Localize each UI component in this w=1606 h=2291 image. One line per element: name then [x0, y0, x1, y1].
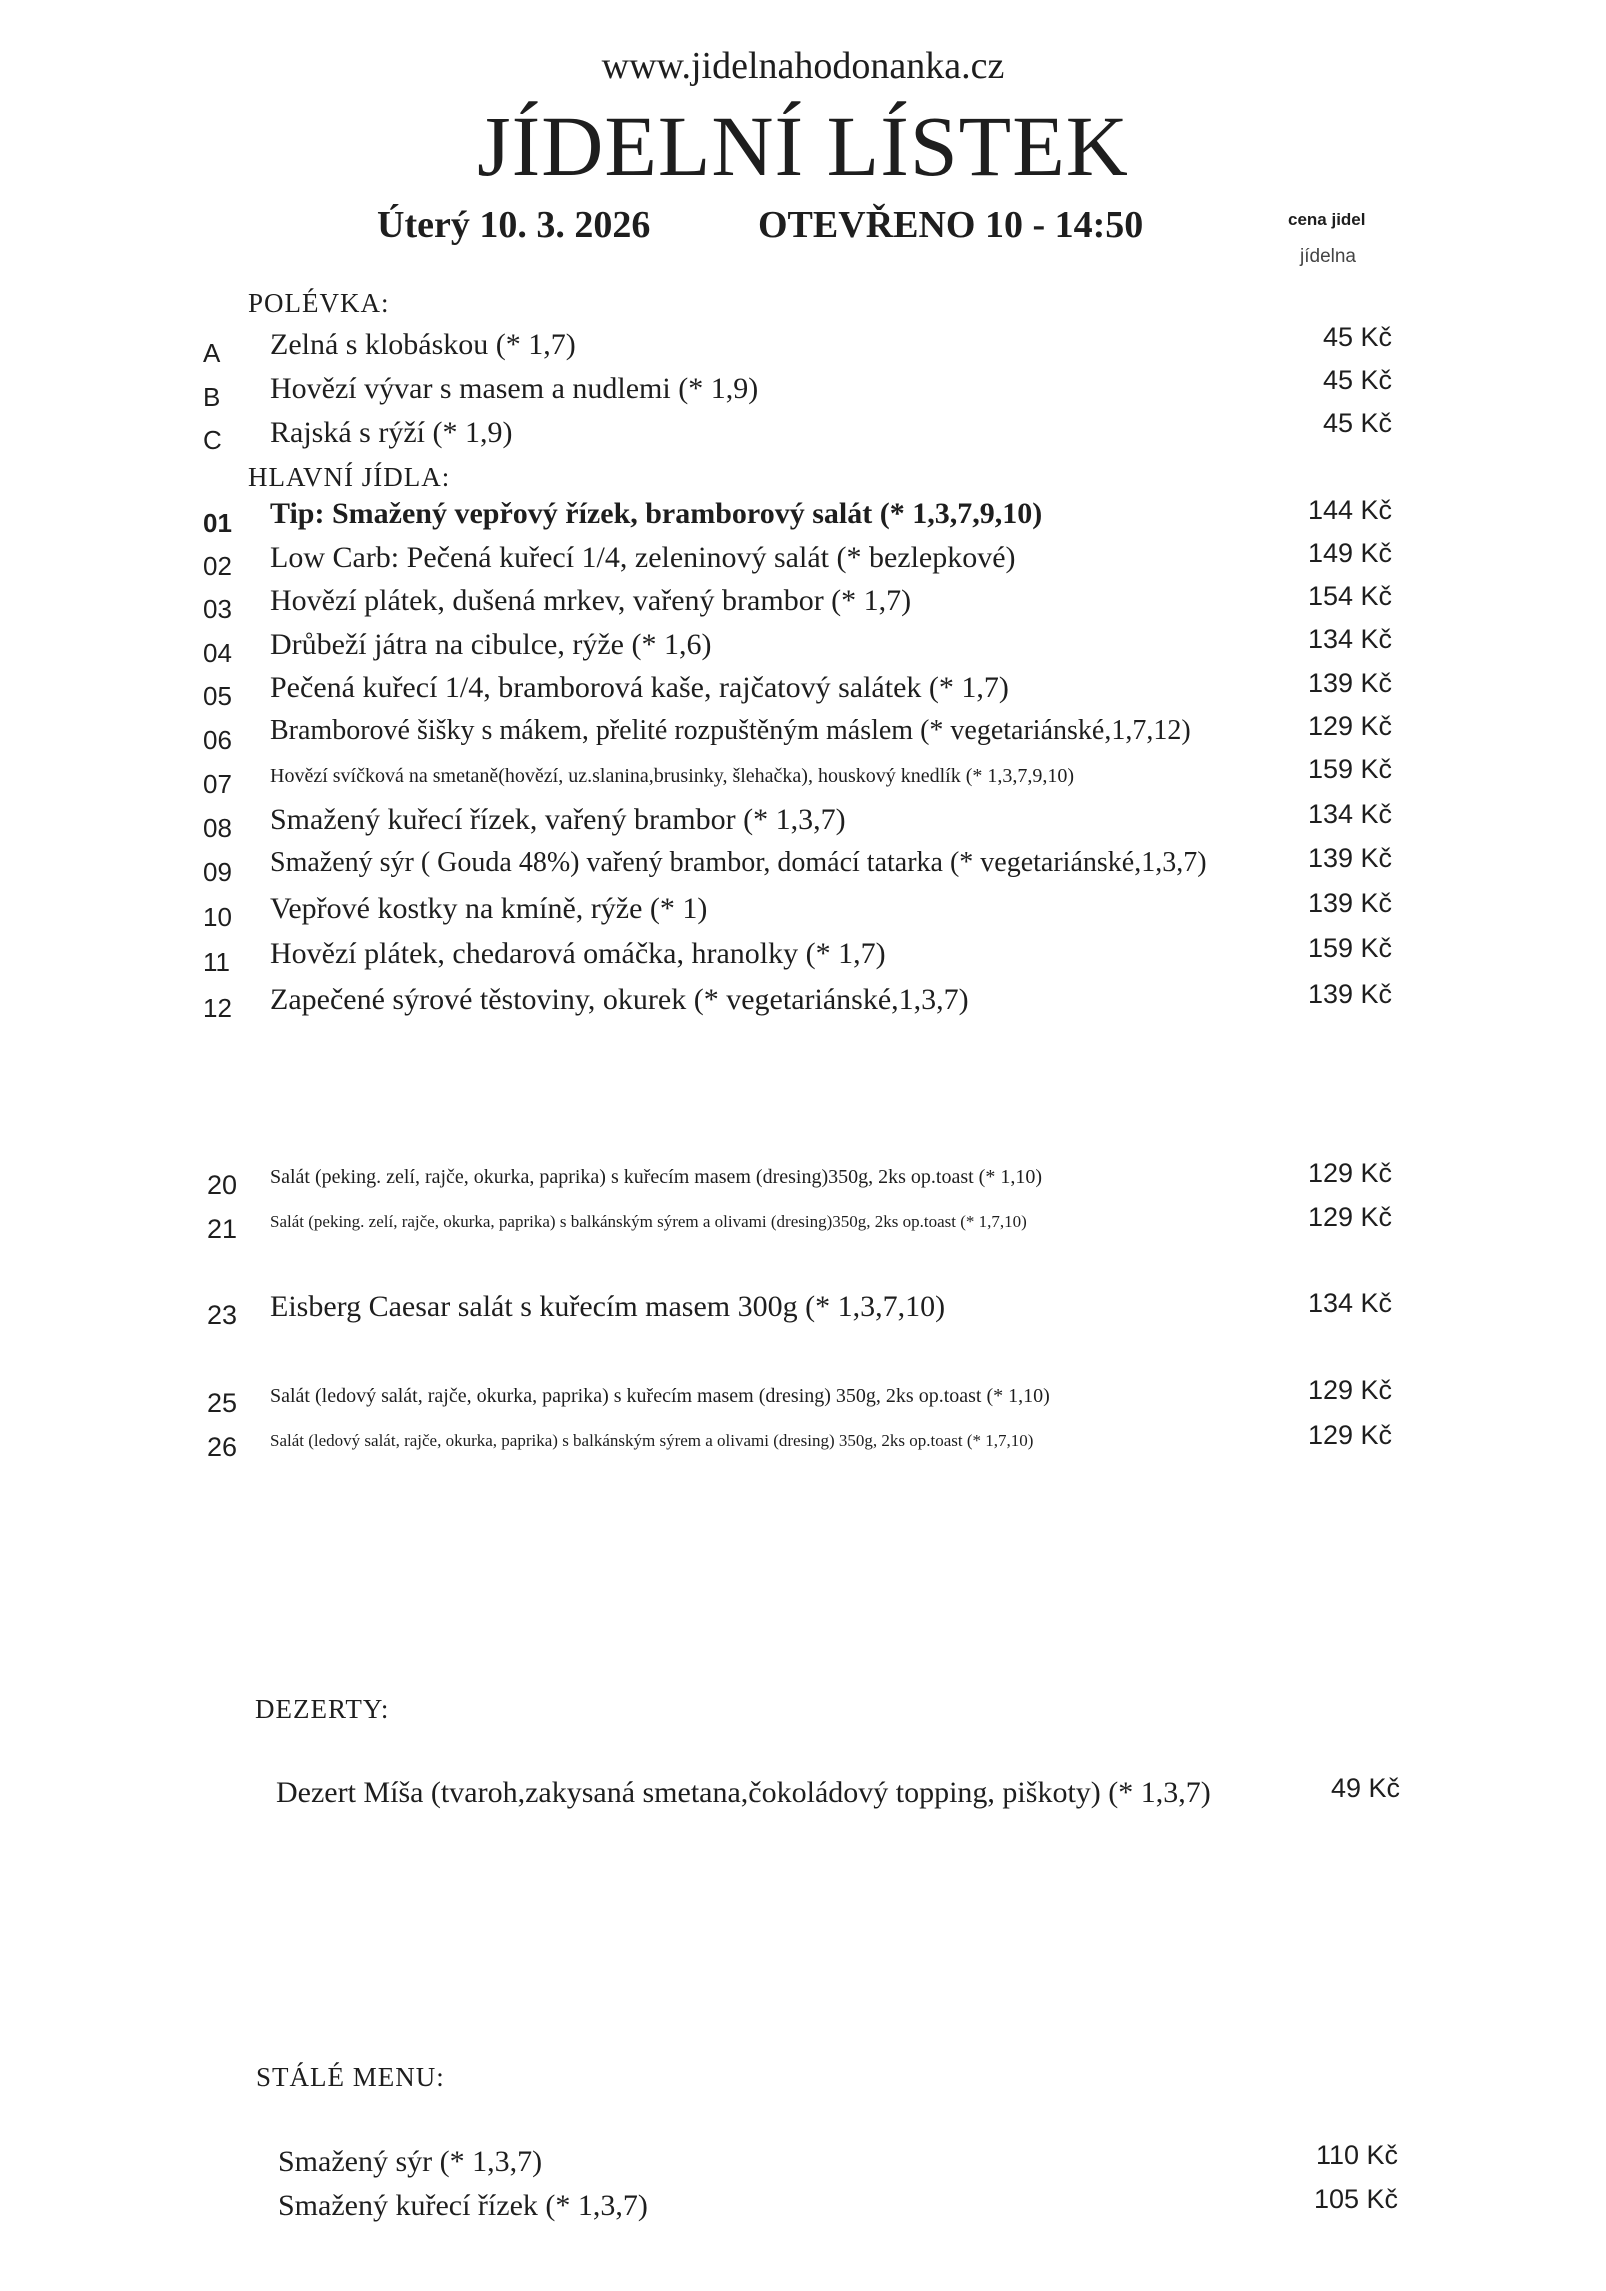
- item-name: Zelná s klobáskou (* 1,7): [270, 328, 576, 361]
- item-name: Salát (ledový salát, rajče, okurka, paprika) s kuřecím masem (dresing) 350g, 2ks op.toast (* 1,10): [270, 1385, 1050, 1407]
- website-url: www.jidelnahodonanka.cz: [601, 45, 1005, 87]
- item-name: Hovězí svíčková na smetaně(hovězí, uz.slanina,brusinky, šlehačka), houskový knedlík (* 1,3,7,9,10): [270, 765, 1075, 787]
- section-mains-label: HLAVNÍ JÍDLA:: [248, 462, 451, 492]
- item-code: 05: [203, 681, 232, 711]
- item-name: Drůbeží játra na cibulce, rýže (* 1,6): [270, 628, 712, 661]
- item-price: 45 Kč: [1322, 365, 1392, 395]
- item-name: Rajská s rýží (* 1,9): [270, 416, 513, 449]
- item-code: 23: [207, 1300, 238, 1330]
- item-name: Salát (peking. zelí, rajče, okurka, paprika) s kuřecím masem (dresing)350g, 2ks op.toast (* 1,10): [270, 1166, 1043, 1188]
- menu-date: Úterý 10. 3. 2026: [377, 204, 651, 246]
- item-price: 159 Kč: [1307, 754, 1392, 784]
- item-price: 149 Kč: [1307, 538, 1392, 568]
- item-price: 139 Kč: [1307, 843, 1392, 873]
- item-price: 129 Kč: [1307, 1375, 1392, 1405]
- item-name: Smažený sýr (* 1,3,7): [278, 2145, 543, 2178]
- item-name: Pečená kuřecí 1/4, bramborová kaše, rajčatový salátek (* 1,7): [270, 671, 1009, 704]
- item-code: 21: [207, 1214, 238, 1244]
- opening-hours: OTEVŘENO 10 - 14:50: [758, 204, 1144, 246]
- item-price: 134 Kč: [1307, 624, 1392, 654]
- item-price: 45 Kč: [1322, 408, 1392, 438]
- item-code: 20: [207, 1170, 238, 1200]
- item-name: Low Carb: Pečená kuřecí 1/4, zeleninový salát (* bezlepkové): [270, 541, 1016, 574]
- item-price: 45 Kč: [1322, 322, 1392, 352]
- price-column-header: cena jidel: [1288, 210, 1366, 229]
- item-name: Hovězí plátek, dušená mrkev, vařený brambor (* 1,7): [270, 584, 912, 617]
- item-name: Smažený sýr ( Gouda 48%) vařený brambor, domácí tatarka (* vegetariánské,1,3,7): [270, 847, 1207, 878]
- item-code: 25: [207, 1388, 238, 1418]
- item-code: C: [203, 425, 222, 455]
- item-code: 12: [203, 993, 232, 1023]
- item-price: 129 Kč: [1307, 1202, 1392, 1232]
- item-name: Dezert Míša (tvaroh,zakysaná smetana,čokoládový topping, piškoty) (* 1,3,7): [276, 1776, 1211, 1809]
- item-code: 26: [207, 1432, 238, 1462]
- item-code: 08: [203, 813, 232, 843]
- item-name: Salát (ledový salát, rajče, okurka, paprika) s balkánským sýrem a olivami (dresing) 350g, 2ks op.toast (* 1,7,10): [270, 1431, 1034, 1450]
- item-code: 04: [203, 638, 232, 668]
- item-name: Tip: Smažený vepřový řízek, bramborový salát (* 1,3,7,9,10): [270, 497, 1043, 530]
- item-price: 134 Kč: [1307, 1288, 1392, 1318]
- section-soups-label: POLÉVKA:: [248, 288, 390, 318]
- item-name: Hovězí vývar s masem a nudlemi (* 1,9): [270, 372, 759, 405]
- item-name: Smažený kuřecí řízek (* 1,3,7): [278, 2189, 648, 2222]
- section-permanent-label: STÁLÉ MENU:: [256, 2062, 445, 2092]
- item-price: 139 Kč: [1307, 668, 1392, 698]
- item-price: 49 Kč: [1330, 1773, 1400, 1803]
- item-name: Hovězí plátek, chedarová omáčka, hranolky (* 1,7): [270, 937, 886, 970]
- item-price: 134 Kč: [1307, 799, 1392, 829]
- item-name: Eisberg Caesar salát s kuřecím masem 300g (* 1,3,7,10): [270, 1290, 946, 1323]
- item-price: 129 Kč: [1307, 1158, 1392, 1188]
- item-price: 105 Kč: [1313, 2184, 1398, 2214]
- section-desserts-label: DEZERTY:: [255, 1694, 390, 1724]
- item-code: 03: [203, 594, 232, 624]
- item-code: 06: [203, 725, 232, 755]
- item-name: Zapečené sýrové těstoviny, okurek (* vegetariánské,1,3,7): [270, 983, 969, 1016]
- item-price: 110 Kč: [1315, 2140, 1398, 2170]
- price-column-subheader: jídelna: [1300, 246, 1356, 267]
- item-code: 02: [203, 551, 232, 581]
- item-name: Vepřové kostky na kmíně, rýže (* 1): [270, 892, 708, 925]
- item-code: A: [203, 338, 221, 368]
- item-price: 129 Kč: [1307, 1420, 1392, 1450]
- item-price: 139 Kč: [1307, 979, 1392, 1009]
- item-price: 154 Kč: [1307, 581, 1392, 611]
- item-code: 10: [203, 902, 232, 932]
- item-price: 129 Kč: [1307, 711, 1392, 741]
- item-price: 159 Kč: [1307, 933, 1392, 963]
- item-code: 09: [203, 857, 232, 887]
- item-name: Bramborové šišky s mákem, přelité rozpuštěným máslem (* vegetariánské,1,7,12): [270, 715, 1191, 746]
- item-name: Smažený kuřecí řízek, vařený brambor (* 1,3,7): [270, 803, 846, 836]
- item-code: 07: [203, 769, 232, 799]
- item-code: B: [203, 382, 221, 412]
- item-code: 11: [203, 947, 230, 977]
- item-price: 139 Kč: [1307, 888, 1392, 918]
- item-price: 144 Kč: [1307, 495, 1392, 525]
- item-code: 01: [203, 508, 232, 538]
- page-title: JÍDELNÍ LÍSTEK: [477, 98, 1129, 194]
- item-name: Salát (peking. zelí, rajče, okurka, paprika) s balkánským sýrem a olivami (dresing)350g, 2ks op.toast (* 1,7,10): [270, 1212, 1027, 1231]
